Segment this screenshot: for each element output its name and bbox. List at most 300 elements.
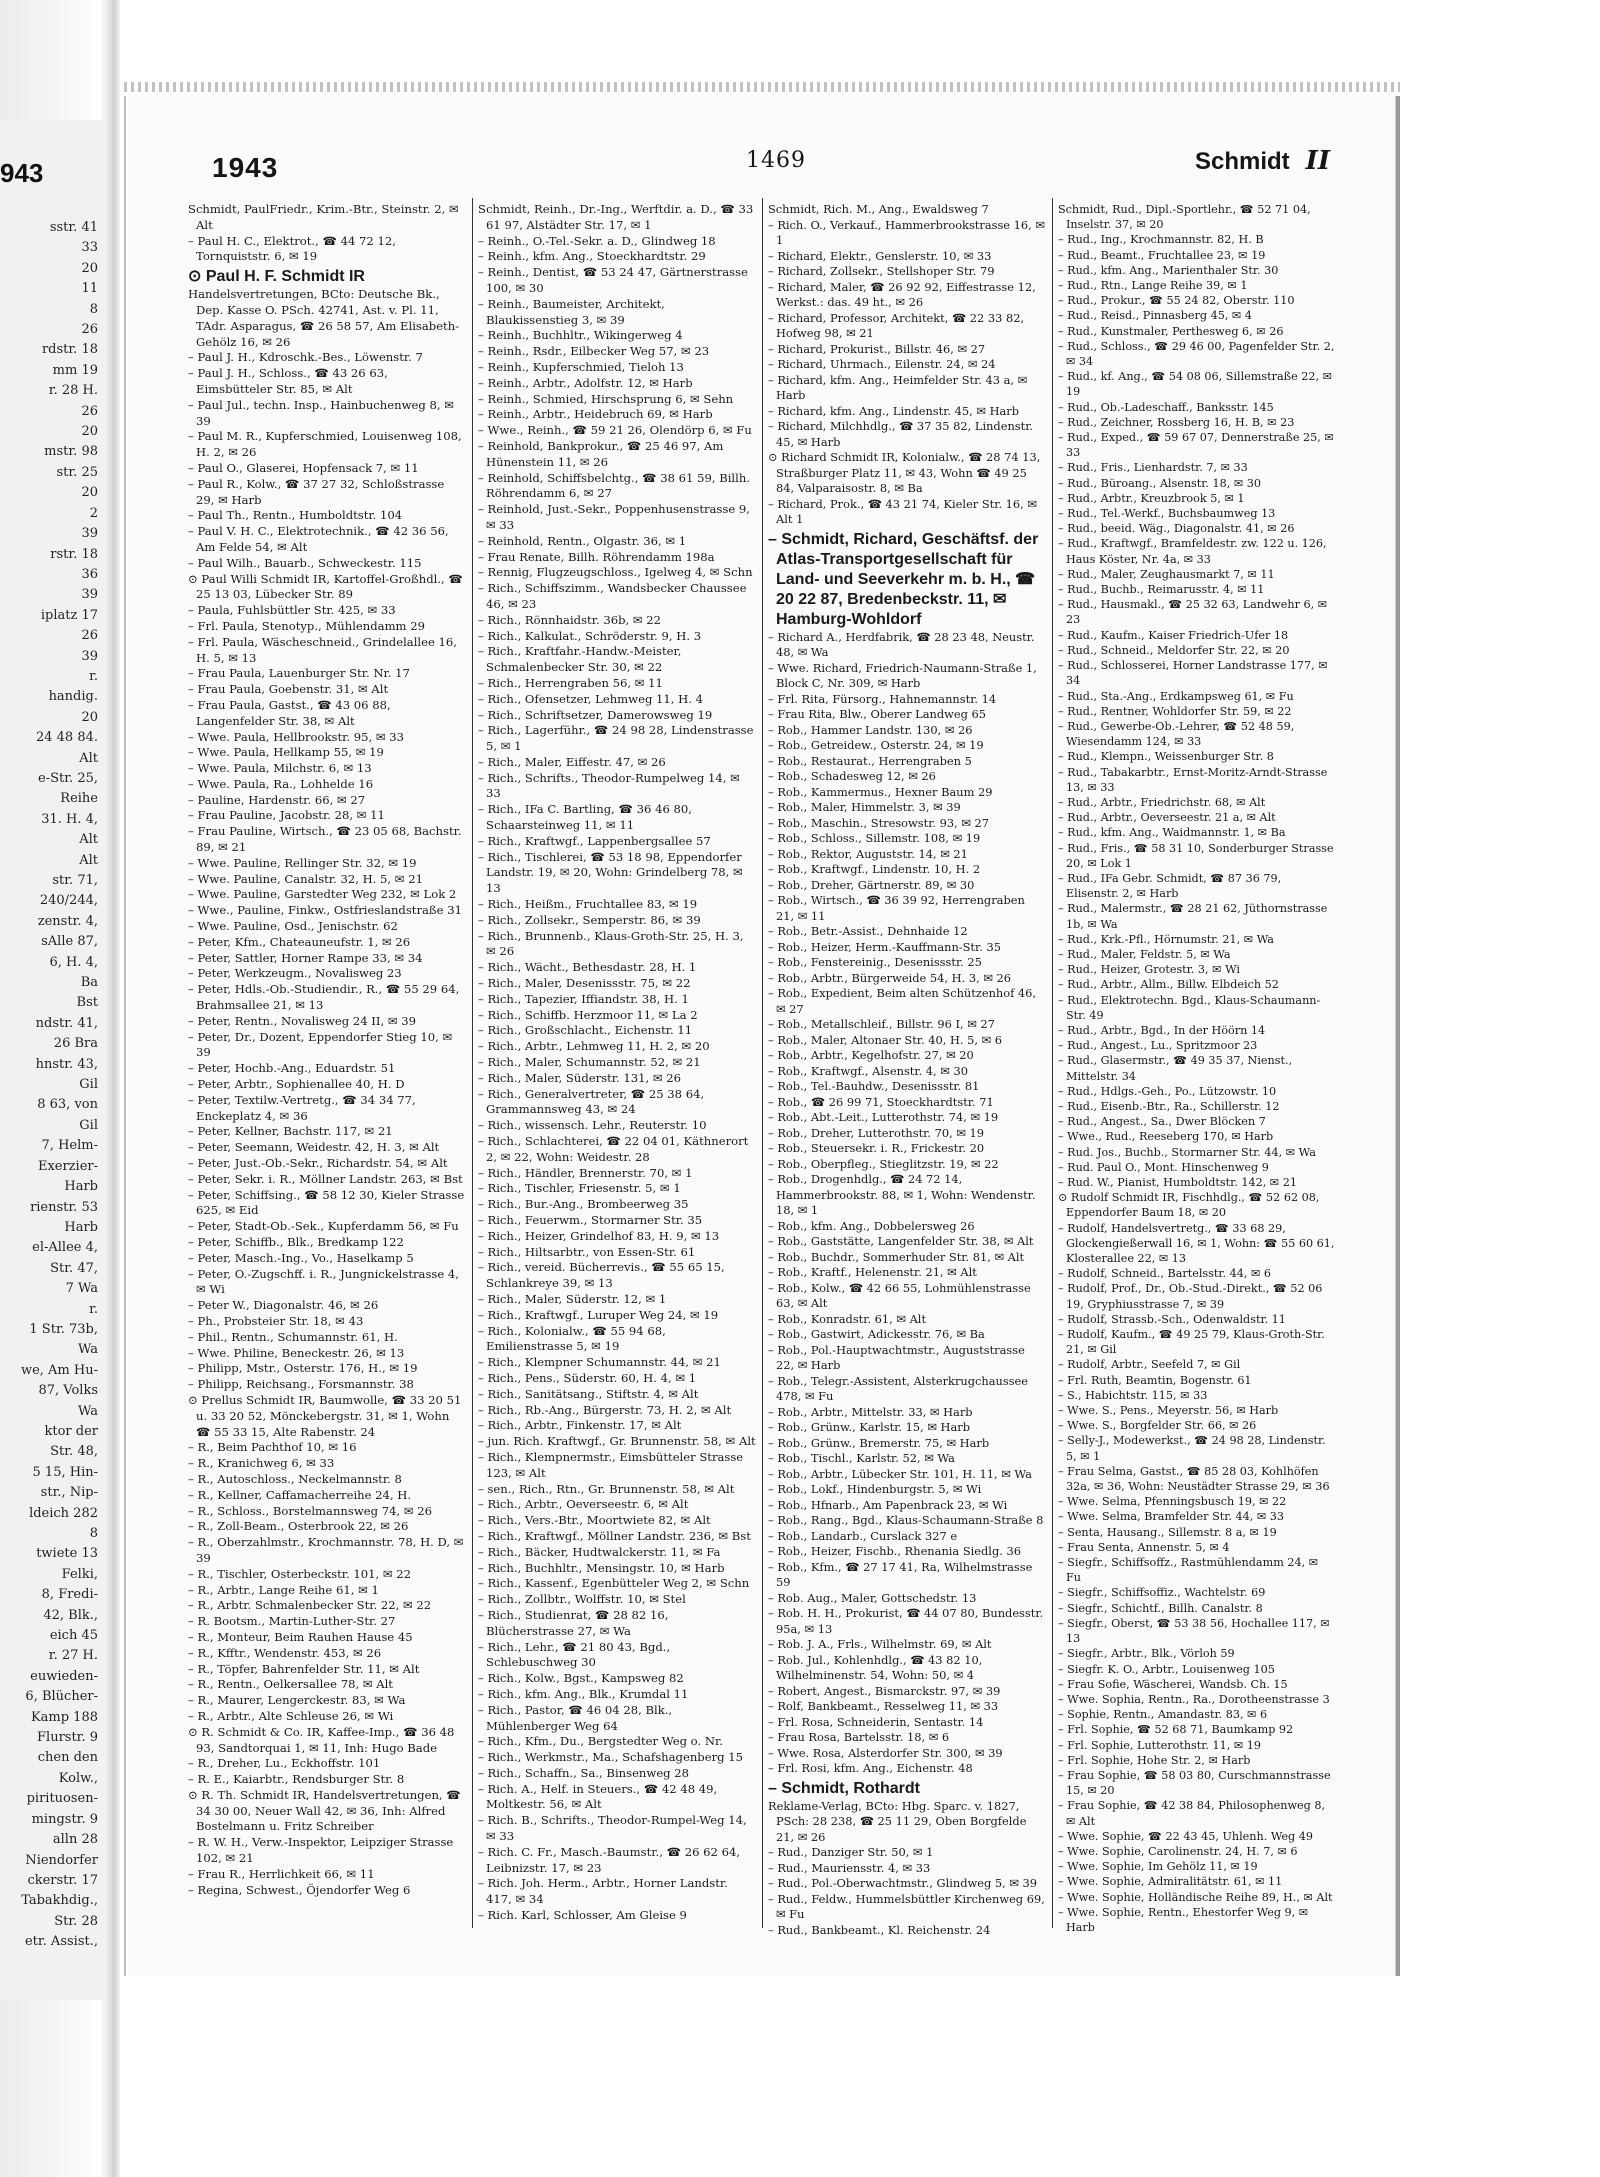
directory-entry: – Rob. H. H., Prokurist, ☎ 44 07 80, Bundesstr. 95a, ✉ 13 [768,1606,1044,1636]
directory-entry: – Rob., Steuersekr. i. R., Frickestr. 20 [768,1141,985,1155]
directory-entry: – Wwe. Selma, Pfenningsbusch 19, ✉ 22 [1058,1495,1287,1509]
previous-page-fragment: Alt [79,750,98,766]
directory-entry: – S., Habichtstr. 115, ✉ 33 [1058,1388,1208,1402]
previous-page-fragment: euwieden- [30,1668,98,1684]
directory-entry: – Rud., Hdlgs.-Geh., Po., Lützowstr. 10 [1058,1084,1277,1098]
directory-entry: – Rob., Arbtr., Mittelstr. 33, ✉ Harb [768,1404,973,1419]
directory-entry: – Rud., Angest., Sa., Dwer Blöcken 7 [1058,1115,1266,1129]
directory-entry: – Rob., Hfnarb., Am Papenbrack 23, ✉ Wi [768,1497,1008,1512]
directory-entry: – Rich., Bur.-Ang., Brombeerweg 35 [478,1197,689,1212]
directory-entry: – Wwe. S., Borgfelder Str. 66, ✉ 26 [1058,1419,1257,1433]
directory-entry: – Peter, Textilw.-Vertretg., ☎ 34 34 77, Enckeplatz 4, ✉ 36 [188,1092,416,1123]
directory-entry: – Rich., Klempner Schumannstr. 44, ✉ 21 [478,1355,721,1370]
directory-entry: – Peter W., Diagonalstr. 46, ✉ 26 [188,1298,379,1313]
directory-entry: ⊙ Paul H. F. Schmidt IR [188,268,365,286]
directory-entry: – Rud., Heizer, Grotestr. 3, ✉ Wi [1058,963,1240,977]
directory-entry: – Senta, Hausang., Sillemstr. 8 a, ✉ 19 [1058,1525,1277,1539]
directory-entry: – Siegfr., Schiffsoffiz., Wachtelstr. 69 [1058,1586,1266,1600]
directory-entry: – Frau Rita, Blw., Oberer Landweg 65 [768,707,987,721]
directory-entry: – Rich., Heißm., Fruchtallee 83, ✉ 19 [478,897,698,912]
directory-entry: – Rud., Hausmakl., ☎ 25 32 63, Landwehr 6, ✉ 23 [1058,598,1328,627]
directory-entry: – R. W. H., Verw.-Inspektor, Leipziger Strasse 102, ✉ 21 [188,1835,454,1866]
previous-page-fragment: Flurstr. 9 [37,1730,98,1746]
directory-entry: – Peter, Schiffsing., ☎ 58 12 30, Kieler Strasse 625, ✉ Eid [188,1187,465,1218]
running-head [1195,146,1330,176]
directory-entry: – Rud., Sta.-Ang., Erdkampsweg 61, ✉ Fu [1058,689,1294,703]
directory-entry: – Frau Rosa, Bartelsstr. 18, ✉ 6 [768,1730,950,1744]
directory-entry: – Rich., Kolonialw., ☎ 55 94 68, Emilienstrasse 5, ✉ 19 [478,1323,666,1354]
directory-entry: – Rob., Fenstereinig., Desenissstr. 25 [768,955,982,969]
directory-entry: – Rich., Schiffb. Herzmoor 11, ✉ La 2 [478,1007,698,1022]
directory-entry: – Rud., Buchb., Reimarusstr. 4, ✉ 11 [1058,583,1265,597]
directory-entry: – Rich., Feuerwm., Stormarner Str. 35 [478,1213,703,1227]
directory-entry: – Peter, Seemann, Weidestr. 42, H. 3, ✉ Alt [188,1140,440,1155]
directory-entry: – Rob., Buchdr., Sommerhuder Str. 81, ✉ Alt [768,1249,1025,1264]
previous-page-fragment: 8 63, von [37,1097,98,1113]
directory-entry: – Reinhold, Just.-Sekr., Poppenhusenstrasse 9, ✉ 33 [478,502,750,532]
previous-page-fragment: Wa [78,1403,98,1419]
directory-entry: – Paul J. H., Schloss., ☎ 43 26 63, Eimsbütteler Str. 85, ✉ Alt [188,366,388,396]
directory-entry: – Richard, Elektr., Genslerstr. 10, ✉ 33 [768,248,992,263]
directory-entry: – Schmidt, Richard, Geschäftsf. der Atlas-Transportgesellschaft für Land- und Seeverkehr m. b. H., ☎ 20 22 87, Bredenbeckstr. 11, ✉ Hamburg-Wohldorf [768,530,1039,628]
directory-entry: – Rud., Rentner, Wohldorfer Str. 59, ✉ 22 [1058,704,1292,718]
directory-entry: – Wwe. Sophie, Im Gehölz 11, ✉ 19 [1058,1860,1258,1874]
directory-entry: – Wwe. Pauline, Osd., Jenischstr. 62 [188,919,398,934]
directory-entry: – Rud., Schloss., ☎ 29 46 00, Pagenfelder Str. 2, ✉ 34 [1058,339,1335,369]
directory-entry: – Reinh., Buchhltr., Wikingerweg 4 [478,328,683,343]
directory-entry: – Rud., Beamt., Fruchtallee 23, ✉ 19 [1058,248,1266,262]
directory-entry: – Rich., Maler, Süderstr. 12, ✉ 1 [478,1291,667,1306]
directory-entry: – Rob., Wirtsch., ☎ 36 39 92, Herrengraben 21, ✉ 11 [768,893,1025,923]
directory-entry: – Rob., Abt.-Leit., Lutterothstr. 74, ✉ 19 [768,1110,999,1124]
previous-page-fragment: ndstr. 41, [35,1015,98,1031]
directory-entry: – Wwe. Sophie, Rentn., Ehestorfer Weg 9, ✉ Harb [1058,1905,1309,1934]
directory-entry: – Rich., Kolw., Bgst., Kampsweg 82 [478,1671,684,1686]
directory-entry: ⊙ Prellus Schmidt IR, Baumwolle, ☎ 33 20 51 u. 33 20 52, Mönckebergstr. 31, ✉ 1, Wohn ☎ 55 33 15, Alte Rabenstr. 24 [188,1392,462,1439]
directory-entry: – Paul Th., Rentn., Humboldtstr. 104 [188,508,403,523]
previous-page-fragment: Exerzier- [37,1158,98,1174]
directory-entry: – Siegfr. K. O., Arbtr., Louisenweg 105 [1058,1662,1275,1676]
previous-page-fragment: 20 [81,709,98,725]
directory-entry: – Rud., Fris., Lienhardstr. 7, ✉ 33 [1058,461,1248,475]
directory-entry: – Rob., Rektor, Auguststr. 14, ✉ 21 [768,846,968,861]
previous-page-fragment: 8 [89,301,98,317]
directory-entry: – Richard, Prokurist., Billstr. 46, ✉ 27 [768,341,986,356]
previous-page-fragment: rdstr. 18 [41,342,98,358]
directory-entry: – Rob. J. A., Frls., Wilhelmstr. 69, ✉ Alt [768,1637,992,1651]
directory-entry: – Rob., Kraftwgf., Lindenstr. 10, H. 2 [768,862,981,876]
previous-page-fragment: pirituosen- [26,1791,98,1807]
directory-entry: – Reinh., Kupferschmied, Tieloh 13 [478,359,684,374]
previous-page-fragment: e-Str. 25, [38,770,98,786]
previous-page-fragment: 5 15, Hin- [32,1464,98,1480]
directory-entry: – Rich., wissensch. Lehr., Reuterstr. 10 [478,1118,707,1133]
previous-page-fragment: 39 [81,526,98,542]
directory-entry: – Wwe. Richard, Friedrich-Naumann-Straße 1, Block C, Nr. 309, ✉ Harb [768,660,1037,690]
directory-entry: – Rich., Werkmstr., Ma., Schafshagenberg 15 [478,1750,743,1765]
previous-page-fragment: Kolw., [58,1770,98,1786]
directory-entry: – Wwe., Reinh., ☎ 59 21 26, Olendörp 6, ✉ Fu [478,423,752,438]
directory-entry: – Rich., Schlachterei, ☎ 22 04 01, Käthnerort 2, ✉ 22, Wohn: Weidestr. 28 [478,1134,749,1164]
directory-entry: – Rud., beeid. Wäg., Diagonalstr. 41, ✉ 26 [1058,522,1295,536]
directory-entry: ⊙ R. Th. Schmidt IR, Handelsvertretungen, ☎ 34 30 00, Neuer Wall 42, ✉ 36, Inh: Alfred Bostelmann u. Fritz Schreiber [188,1787,461,1834]
directory-entry: – Rud., Ing., Krochmannstr. 82, H. B [1058,233,1264,247]
directory-entry: – Rud., Schneid., Meldorfer Str. 22, ✉ 20 [1058,643,1290,657]
directory-entry: – Peter, Kfm., Chateauneufstr. 1, ✉ 26 [188,934,411,949]
previous-page-fragment: mm 19 [52,362,98,378]
directory-entry: – Rob., Hammer Landstr. 130, ✉ 26 [768,722,973,737]
previous-page-fragment: 39 [81,648,98,664]
directory-entry: – Frl. Rita, Fürsorg., Hahnemannstr. 14 [768,691,997,706]
directory-entry: – Siegfr., Arbtr., Blk., Vörloh 59 [1058,1647,1235,1661]
directory-entry: – Philipp, Reichsang., Forsmannstr. 38 [188,1377,414,1392]
directory-entry: – Peter, Hdls.-Ob.-Studiendir., R., ☎ 55 29 64, Brahmsallee 21, ✉ 13 [188,982,460,1013]
directory-entry: ⊙ Paul Willi Schmidt IR, Kartoffel-Großhdl., ☎ 25 13 03, Lübecker Str. 89 [188,571,463,602]
directory-entry: – Rud., kfm. Ang., Marienthaler Str. 30 [1058,263,1279,277]
directory-entry: – Frau Sofie, Wäscherei, Wandsb. Ch. 15 [1058,1677,1288,1691]
previous-page-fragment: 36 [81,566,98,582]
directory-entry: – Rud., Kraftwgf., Bramfeldestr. zw. 122 u. 126, Haus Köster, Nr. 4a, ✉ 33 [1058,537,1327,566]
directory-entry: Handelsvertretungen, BCto: Deutsche Bk., Dep. Kasse O. PSch. 42741, Ast. v. Pl. 11, TAdr. Asparagus, ☎ 26 58 57, Am Elisabeth-Gehölz 16, ✉ 26 [188,287,460,349]
directory-entry: – Philipp, Mstr., Osterstr. 176, H., ✉ 19 [188,1361,418,1376]
directory-entry: – Rich., Zollsekr., Semperstr. 86, ✉ 39 [478,912,701,927]
directory-entry: – Rich., Klempnermstr., Eimsbütteler Strasse 123, ✉ Alt [478,1449,744,1480]
directory-entry: – Rud., Arbtr., Kreuzbrook 5, ✉ 1 [1058,491,1245,505]
directory-entry: – Rud., Krk.-Pfl., Hörnumstr. 21, ✉ Wa [1058,932,1274,946]
directory-entry: – Rud., Bankbeamt., Kl. Reichenstr. 24 [768,1922,991,1937]
directory-entry: – Rud., Mauriensstr. 4, ✉ 33 [768,1860,931,1875]
directory-entry: – Peter, Stadt-Ob.-Sek., Kupferdamm 56, ✉ Fu [188,1219,459,1234]
previous-page-fragment: 11 [81,281,98,297]
directory-entry: – Richard, kfm. Ang., Lindenstr. 45, ✉ Harb [768,403,1020,418]
directory-entry: – Rob., Schloss., Sillemstr. 108, ✉ 19 [768,831,981,845]
directory-entry: – Rud., Rtn., Lange Reihe 39, ✉ 1 [1058,279,1248,293]
previous-page-fragment: Str. 48, [50,1444,98,1460]
directory-entry: – Rich. O., Verkauf., Hammerbrookstrasse 16, ✉ 1 [768,217,1045,247]
directory-entry: – Rob., Drogenhdlg., ☎ 24 72 14, Hammerbrookstr. 88, ✉ 1, Wohn: Wendenstr. 18, ✉ 1 [768,1172,1036,1217]
directory-entry: – Rob., Rang., Bgd., Klaus-Schaumann-Straße 8 [768,1513,1044,1527]
directory-entry: – Rich., Kalkulat., Schröderstr. 9, H. 3 [478,628,702,643]
previous-page-fragment: r. [89,668,98,684]
directory-entry: – Rich., Schiffszimm., Wandsbecker Chaussee 46, ✉ 23 [478,581,747,611]
directory-entry: – Rich., Studienrat, ☎ 28 82 16, Blücherstrasse 27, ✉ Wa [478,1607,669,1638]
directory-entry: – Ph., Probsteier Str. 18, ✉ 43 [188,1313,364,1328]
previous-page-fragment: etr. Assist., [24,1934,98,1950]
directory-entry: – Peter, Masch.-Ing., Vo., Haselkamp 5 [188,1250,414,1265]
directory-entry: – Paul Wilh., Bauarb., Schweckestr. 115 [188,555,422,570]
directory-entry: – Rob., Gastwirt, Adickesstr. 76, ✉ Ba [768,1327,985,1341]
directory-entry: – Rich., Generalvertreter, ☎ 25 38 64, Grammannsweg 43, ✉ 24 [478,1086,705,1117]
directory-entry: – Rich., Vers.-Btr., Moortwiete 82, ✉ Alt [478,1513,711,1528]
directory-entry: – Frau Selma, Gastst., ☎ 85 28 03, Kohlhöfen 32a, ✉ 36, Wohn: Neustädter Strasse 29, ✉ 36 [1058,1464,1330,1494]
directory-entry: – Rob., Telegr.-Assistent, Alsterkrugchaussee 478, ✉ Fu [768,1373,1029,1403]
directory-entry: – Rich., Rb.-Ang., Bürgerstr. 73, H. 2, ✉ Alt [478,1402,732,1417]
previous-page-fragment: Alt [79,832,98,848]
directory-entry: – Reinhold, Schiffsbelchtg., ☎ 38 61 59, Billh. Röhrendamm 6, ✉ 27 [478,470,751,501]
previous-page-fragment: mingstr. 9 [31,1811,98,1827]
directory-entry: – Reinh., Baumeister, Architekt, Blaukissenstieg 3, ✉ 39 [478,296,665,327]
directory-entry: – Paul V. H. C., Elektrotechnik., ☎ 42 36 56, Am Felde 54, ✉ Alt [188,524,449,554]
directory-entry: – Wwe. S., Pens., Meyerstr. 56, ✉ Harb [1058,1404,1279,1418]
directory-entry: – Paul O., Glaserei, Hopfensack 7, ✉ 11 [188,460,419,475]
directory-entry: – Rob., Gaststätte, Langenfelder Str. 38, ✉ Alt [768,1234,1034,1248]
directory-entry: – Rich., Arbtr., Oeverseestr. 6, ✉ Alt [478,1497,689,1512]
directory-entry: – Rob., Landarb., Curslack 327 e [768,1528,958,1543]
directory-entry: – Frl. Paula, Wäscheschneid., Grindelallee 16, H. 5, ✉ 13 [188,634,457,665]
directory-entry: – Rud., Danziger Str. 50, ✉ 1 [768,1845,934,1859]
directory-entry: – R., Schloss., Borstelmannsweg 74, ✉ 26 [188,1503,432,1518]
directory-entry: – Rolf, Bankbeamt., Resselweg 11, ✉ 33 [768,1699,999,1713]
directory-entry: – Rich., Heizer, Grindelhof 83, H. 9, ✉ 13 [478,1228,720,1243]
directory-entry: – Frl. Ruth, Beamtin, Bogenstr. 61 [1058,1373,1252,1387]
previous-page-fragment: sstr. 41 [49,220,98,235]
directory-entry: – Rud., IFa Gebr. Schmidt, ☎ 87 36 79, Elisenstr. 2, ✉ Harb [1058,871,1282,901]
directory-column-1 [188,202,466,1898]
directory-entry: – Rich., Brunnenb., Klaus-Groth-Str. 25, H. 3, ✉ 26 [478,928,744,959]
directory-entry: – R. Bootsm., Martin-Luther-Str. 27 [188,1614,396,1629]
directory-entry: – Richard, kfm. Ang., Heimfelder Str. 43 a, ✉ Harb [768,372,1028,402]
directory-entry: – Rich., Sanitätsang., Stiftstr. 4, ✉ Alt [478,1386,699,1401]
directory-entry: – Richard, Prok., ☎ 43 21 74, Kieler Str. 16, ✉ Alt 1 [768,496,1037,526]
directory-entry: – Rich. A., Helf. in Steuers., ☎ 42 48 49, Moltkestr. 56, ✉ Alt [478,1781,718,1812]
previous-page-fragment: zenstr. 4, [37,913,98,929]
previous-page-fragment: 6, Blücher- [25,1689,98,1705]
previous-page-fragment: alln 28 [52,1832,98,1848]
directory-entry: – Rob., Getreidew., Osterstr. 24, ✉ 19 [768,738,984,752]
page-year: 1943 [212,152,279,183]
previous-page-fragment: 26 Bra [53,1036,98,1052]
directory-entry: – Rob., Expedient, Beim alten Schützenhof 46, ✉ 27 [768,986,1037,1016]
directory-entry: – Rich., Kraftwgf., Lappenbergsallee 57 [478,833,711,848]
directory-entry: – Rob., Kolw., ☎ 42 66 55, Lohmühlenstrasse 63, ✉ Alt [768,1280,1031,1310]
directory-entry: – Wwe. Pauline, Rellinger Str. 32, ✉ 19 [188,855,417,870]
directory-entry: – Wwe. Philine, Beneckestr. 26, ✉ 13 [188,1345,405,1360]
directory-entry: – Reinh., Schmied, Hirschsprung 6, ✉ Sehn [478,391,734,406]
directory-entry: – Rich., Rönnhaidstr. 36b, ✉ 22 [478,612,662,627]
directory-entry: – Rich., Maler, Süderstr. 131, ✉ 26 [478,1070,682,1085]
directory-entry: – Rich., IFa C. Bartling, ☎ 36 46 80, Schaarsteinweg 11, ✉ 11 [478,802,692,833]
directory-entry: – Peter, Kellner, Bachstr. 117, ✉ 21 [188,1124,393,1139]
column-rule [1052,198,1053,1928]
directory-entry: – Rud. Jos., Buchb., Stormarner Str. 44, ✉ Wa [1058,1145,1316,1159]
directory-entry: – Reinh., Arbtr., Heidebruch 69, ✉ Harb [478,407,713,422]
previous-page-fragment: mstr. 98 [44,444,98,460]
previous-page-fragment: Kamp 188 [30,1709,98,1725]
directory-entry: – Rob., Pol.-Hauptwachtmstr., Auguststrasse 22, ✉ Harb [768,1342,1025,1372]
directory-entry: – Rich., Zollbtr., Wolffstr. 10, ✉ Stel [478,1592,686,1607]
directory-entry: – Frl. Sophie, ☎ 52 68 71, Baumkamp 92 [1058,1723,1294,1737]
previous-page-fragment: we, Am Hu- [20,1362,98,1378]
previous-page-fragment: 26 [81,628,98,644]
directory-entry: – Rob., Grünw., Bremerstr. 75, ✉ Harb [768,1435,990,1450]
previous-page-fragment: r. 28 H. [48,383,98,399]
directory-entry: – R., Arbtr., Lange Reihe 61, ✉ 1 [188,1582,379,1597]
directory-entry: – Wwe. Pauline, Garstedter Weg 232, ✉ Lok 2 [188,887,457,902]
previous-page-fragment: 8, Fredi- [41,1587,98,1603]
directory-entry: – Rud., Feldw., Hummelsbüttler Kirchenweg 69, ✉ Fu [768,1891,1045,1921]
previous-page-fragment: Bst [76,995,98,1011]
directory-entry: – Rich., Lehr., ☎ 21 80 43, Bgd., Schlebuschweg 30 [478,1639,671,1670]
directory-entry: – Rich., Bäcker, Hudtwalckerstr. 11, ✉ Fa [478,1544,721,1559]
previous-page-fragment: Tabakhdig., [21,1893,98,1909]
directory-entry: – R., Rentn., Oelkersallee 78, ✉ Alt [188,1677,393,1692]
column-rule [472,198,473,1928]
directory-entry: – Peter, Werkzeugm., Novalisweg 23 [188,966,402,981]
directory-entry: – Paul R., Kolw., ☎ 37 27 32, Schloßstrasse 29, ✉ Harb [188,476,445,507]
directory-entry: – Rob., Tischl., Karlstr. 52, ✉ Wa [768,1451,955,1465]
directory-entry: ⊙ Rudolf Schmidt IR, Fischhdlg., ☎ 52 62 08, Eppendorfer Baum 18, ✉ 20 [1058,1191,1320,1220]
directory-entry: – Rudolf, Prof., Dr., Ob.-Stud.-Direkt., ☎ 52 06 19, Gryphiusstrasse 7, ✉ 39 [1058,1282,1323,1311]
directory-entry: – Rich., Maler, Schumannstr. 52, ✉ 21 [478,1055,701,1070]
directory-entry: – Wwe., Rud., Reeseberg 170, ✉ Harb [1058,1130,1274,1144]
directory-entry: – Rud., Elektrotechn. Bgd., Klaus-Schaumann-Str. 49 [1058,993,1321,1022]
directory-entry: – Reinh., Arbtr., Adolfstr. 12, ✉ Harb [478,375,693,390]
previous-page-fragment: chen den [37,1750,98,1766]
previous-page-fragment: rienstr. 53 [30,1199,98,1215]
previous-page-fragment: 240/244, [39,893,98,909]
directory-entry: – Rich., Tapezier, Iffiandstr. 38, H. 1 [478,991,689,1006]
directory-entry: – Wwe., Pauline, Finkw., Ostfrieslandstraße 31 [188,903,462,918]
directory-entry: – Rob., Maschin., Stresowstr. 93, ✉ 27 [768,815,990,830]
previous-page-fragment: hnstr. 43, [35,1056,98,1072]
directory-entry: – Richard, Zollsekr., Stellshoper Str. 79 [768,264,995,278]
directory-entry: – Rudolf, Schneid., Bartelsstr. 44, ✉ 6 [1058,1267,1272,1281]
directory-entry: – Regina, Schwest., Öjendorfer Weg 6 [188,1882,411,1897]
previous-page-fragment: handig. [48,689,98,705]
previous-page-fragment: Felki, [61,1566,98,1582]
directory-entry: – Rob., Arbtr., Kegelhofstr. 27, ✉ 20 [768,1048,974,1062]
directory-entry: – R., Arbtr., Alte Schleuse 26, ✉ Wi [188,1708,394,1723]
directory-entry: – R., Kranichweg 6, ✉ 33 [188,1456,335,1471]
directory-entry: – Peter, Schiffb., Blk., Bredkamp 122 [188,1235,404,1249]
directory-entry: – Paul M. R., Kupferschmied, Louisenweg 108, H. 2, ✉ 26 [188,429,462,460]
directory-entry: – Frl. Rosa, Schneiderin, Sentastr. 14 [768,1714,984,1729]
directory-page [124,96,1396,1976]
directory-entry: – Rich., Pens., Süderstr. 60, H. 4, ✉ 1 [478,1370,697,1385]
directory-entry: – Richard, Maler, ☎ 26 92 92, Eiffestrasse 12, Werkst.: das. 49 ht., ✉ 26 [768,279,1036,309]
directory-entry: – Frau Sophie, ☎ 58 03 80, Curschmannstrasse 15, ✉ 20 [1058,1768,1331,1798]
directory-entry: – Rob., Kraftf., Helenenstr. 21, ✉ Alt [768,1265,977,1279]
directory-entry: – Richard, Milchhdlg., ☎ 37 35 82, Lindenstr. 45, ✉ Harb [768,419,1034,449]
directory-entry: – Rud., Tabakarbtr., Ernst-Moritz-Arndt-Strasse 13, ✉ 33 [1058,765,1328,794]
directory-entry: – Rob., Tel.-Bauhdw., Desenissstr. 81 [768,1079,980,1093]
previous-page-fragment: Gil [79,1117,98,1133]
previous-page-fragment: 2 [89,505,98,521]
directory-entry: – Rich., Tischlerei, ☎ 53 18 98, Eppendorfer Landstr. 19, ✉ 20, Wohn: Grindelberg 78, ✉ 13 [478,849,743,896]
directory-entry: – Schmidt, Rothardt [768,1779,921,1797]
directory-entry: – Rich., Tischler, Friesenstr. 5, ✉ 1 [478,1181,681,1196]
directory-entry: – Frau Paula, Lauenburger Str. Nr. 17 [188,666,410,681]
directory-entry: – Rud., Prokur., ☎ 55 24 82, Oberstr. 110 [1058,294,1295,308]
directory-entry: – R., Maurer, Lengerckestr. 83, ✉ Wa [188,1693,406,1708]
directory-entry: – Rich. Karl, Schlosser, Am Gleise 9 [478,1908,687,1923]
directory-entry: – Rud., Arbtr., Bgd., In der Höörn 14 [1058,1023,1266,1037]
directory-entry: – Rich., Kraftwgf., Luruper Weg 24, ✉ 19 [478,1307,719,1322]
directory-entry: – Rob., Maler, Altonaer Str. 40, H. 5, ✉ 6 [768,1032,1003,1047]
previous-page-fragment: Niendorfer [25,1852,98,1868]
previous-page-fragment: ktor der [44,1423,98,1439]
directory-entry: – Peter, Sekr. i. R., Möllner Landstr. 263, ✉ Bst [188,1171,463,1186]
previous-page-fragment: eich 45 [49,1628,98,1644]
previous-page-fragment: r. [89,1301,98,1317]
previous-page-fragment: 33 [81,240,98,256]
previous-page-fragments [0,218,104,1953]
directory-entry: – Rich., Schaffn., Sa., Binsenweg 28 [478,1765,690,1780]
directory-entry: – Rud., Exped., ☎ 59 67 07, Dennerstraße 25, ✉ 33 [1058,431,1334,460]
directory-entry: – Rud., Fris., ☎ 58 31 10, Sonderburger Strasse 20, ✉ Lok 1 [1058,841,1334,870]
directory-column-3 [768,202,1046,1938]
directory-entry: – Peter, Dr., Dozent, Eppendorfer Stieg 10, ✉ 39 [188,1029,453,1060]
directory-entry: – Richard, Uhrmach., Eilenstr. 24, ✉ 24 [768,357,996,371]
directory-entry: – Rich., Lagerführ., ☎ 24 98 28, Lindenstrasse 5, ✉ 1 [478,723,754,754]
directory-entry: – Rob., kfm. Ang., Dobbelersweg 26 [768,1218,975,1233]
directory-entry: – Rud., Pol.-Oberwachtmstr., Glindweg 5, ✉ 39 [768,1876,1038,1890]
directory-entry: – Rob., Arbtr., Bürgerweide 54, H. 3, ✉ 26 [768,970,1011,985]
directory-entry: – Rich., Kassenf., Egenbütteler Weg 2, ✉ Schn [478,1576,750,1591]
previous-page-fragment: 1 Str. 73b, [29,1321,98,1337]
directory-entry: – Rud., Reisd., Pinnasberg 45, ✉ 4 [1058,309,1252,323]
directory-entry: – Reinhold, Rentn., Olgastr. 36, ✉ 1 [478,533,687,548]
directory-entry: – Frl. Sophie, Lutterothstr. 11, ✉ 19 [1058,1738,1262,1752]
previous-page-fragment: 42, Blk., [43,1607,98,1623]
directory-entry: – Rob., Maler, Himmelstr. 3, ✉ 39 [768,800,961,814]
directory-entry: – R., Oberzahlmstr., Krochmannstr. 78, H. D, ✉ 39 [188,1535,464,1565]
directory-entry: – Rob., Arbtr., Lübecker Str. 101, H. 11, ✉ Wa [768,1466,1032,1481]
directory-entry: Reklame-Verlag, BCto: Hbg. Sparc. v. 1827, PSch: 28 238, ☎ 25 11 29, Oben Borgfelde 21, ✉ 26 [768,1798,1027,1844]
directory-entry: – Rudolf, Kaufm., ☎ 49 25 79, Klaus-Groth-Str. 21, ✉ Gil [1058,1328,1325,1357]
previous-page-fragment: 39 [81,587,98,603]
directory-entry: – Rud., Angest., Lu., Spritzmoor 23 [1058,1039,1258,1053]
directory-entry: – Rud., Klempn., Weissenburger Str. 8 [1058,750,1274,764]
directory-entry: – Peter, O.-Zugschff. i. R., Jungnickelstrasse 4, ✉ Wi [188,1266,459,1297]
directory-entry: – Rud., Ob.-Ladeschaff., Banksstr. 145 [1058,400,1274,414]
previous-page-fragment: str. 71, [52,873,98,888]
page-header [124,96,1396,183]
directory-entry: – Rud., Glasermstr., ☎ 49 35 37, Nienst., Mittelstr. 34 [1058,1054,1293,1083]
directory-entry: – Rich. Joh. Herm., Arbtr., Horner Landstr. 417, ✉ 34 [478,1876,728,1907]
directory-entry: – Rob., Schadesweg 12, ✉ 26 [768,769,936,783]
directory-entry: – Rud., Arbtr., Friedrichstr. 68, ✉ Alt [1058,795,1266,809]
directory-entry: Schmidt, Rich. M., Ang., Ewaldsweg 7 [768,202,989,216]
directory-entry: – Rud., Kunstmaler, Perthesweg 6, ✉ 26 [1058,324,1284,338]
directory-entry: – Rich., Kraftfahr.-Handw.-Meister, Schmalenbecker Str. 30, ✉ 22 [478,644,682,675]
directory-entry: – Rud., kf. Ang., ☎ 54 08 06, Sillemstraße 22, ✉ 19 [1058,370,1333,399]
directory-entry: – Rob., Oberpfleg., Stieglitzstr. 19, ✉ 22 [768,1156,999,1171]
directory-entry: – R., Monteur, Beim Rauhen Hause 45 [188,1629,413,1644]
directory-entry: – Paula, Fuhlsbüttler Str. 425, ✉ 33 [188,603,396,618]
previous-page-fragment: el-Allee 4, [32,1240,98,1256]
directory-entry: – Wwe. Paula, Milchstr. 6, ✉ 13 [188,761,372,776]
directory-entry: – Rud., Eisenb.-Btr., Ra., Schillerstr. 12 [1058,1099,1280,1113]
directory-entry: – Rud., Gewerbe-Ob.-Lehrer, ☎ 52 48 59, Wiesendamm 124, ✉ 33 [1058,719,1295,749]
previous-page-fragment: Wa [78,1342,98,1358]
directory-entry: – Reinh., Rsdr., Eilbecker Weg 57, ✉ 23 [478,344,710,359]
directory-entry: – Rich., Schrifts., Theodor-Rumpelweg 14, ✉ 33 [478,770,740,801]
directory-entry: – R., Arbtr. Schmalenbecker Str. 22, ✉ 22 [188,1598,432,1613]
directory-entry: – Peter, Rentn., Novalisweg 24 II, ✉ 39 [188,1013,416,1028]
directory-entry: – Rob., Restaurat., Herrengraben 5 [768,753,972,768]
previous-page-fragment: Str. 47, [50,1260,98,1276]
previous-page-fragment: str. 25 [56,464,98,480]
directory-entry: – Rob., Dreher, Gärtnerstr. 89, ✉ 30 [768,877,975,892]
directory-entry: – Rud., Schlosserei, Horner Landstrasse 177, ✉ 34 [1058,659,1328,688]
previous-page-fragment: 8 [89,1526,98,1541]
previous-page-fragment: 20 [81,260,98,276]
directory-entry: – Paul H. C., Elektrot., ☎ 44 72 12, Tornquiststr. 6, ✉ 19 [188,233,396,264]
previous-page-fragment: 24 48 84. [35,730,98,746]
directory-entry: – Wwe. Sophie, ☎ 22 43 45, Uhlenh. Weg 49 [1058,1829,1313,1843]
directory-entry: – Rob., Heizer, Herm.-Kauffmann-Str. 35 [768,939,1001,954]
